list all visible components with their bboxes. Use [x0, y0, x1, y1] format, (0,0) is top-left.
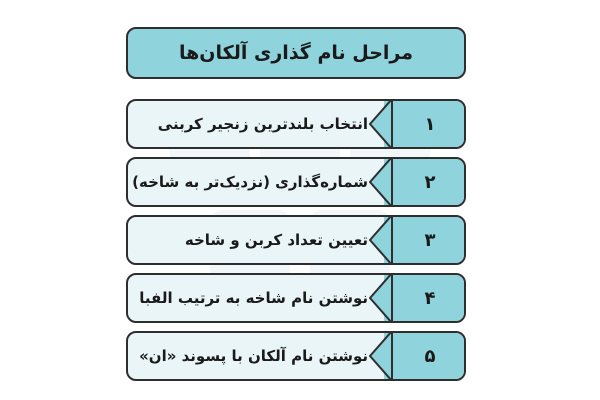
chevron-left-icon [370, 331, 392, 381]
step-label: انتخاب بلندترین زنجیر کربنی [157, 115, 368, 133]
step-number: ۱ [424, 113, 436, 135]
step-label: شماره‌گذاری (نزدیک‌تر به شاخه) [132, 173, 368, 191]
step-row-4 [126, 273, 466, 323]
chevron-left-icon [370, 99, 392, 149]
step-row-2 [126, 157, 466, 207]
step-label: تعیین تعداد کربن و شاخه [184, 231, 368, 249]
step-number: ۲ [424, 171, 436, 193]
step-label: نوشتن نام آلکان با پسوند «ان» [139, 347, 368, 365]
chevron-left-icon [370, 157, 392, 207]
title-box [126, 27, 466, 79]
step-number: ۴ [424, 287, 436, 309]
step-row-1 [126, 99, 466, 149]
diagram-title: مراحل نام گذاری آلکان‌ها [178, 42, 414, 64]
step-number: ۵ [424, 345, 436, 367]
step-label: نوشتن نام شاخه به ترتیب الفبا [139, 289, 368, 307]
chevron-left-icon [370, 273, 392, 323]
step-row-3 [126, 215, 466, 265]
steps-list [126, 99, 466, 389]
step-row-5 [126, 331, 466, 381]
step-number: ۳ [424, 229, 436, 251]
chevron-left-icon [370, 215, 392, 265]
